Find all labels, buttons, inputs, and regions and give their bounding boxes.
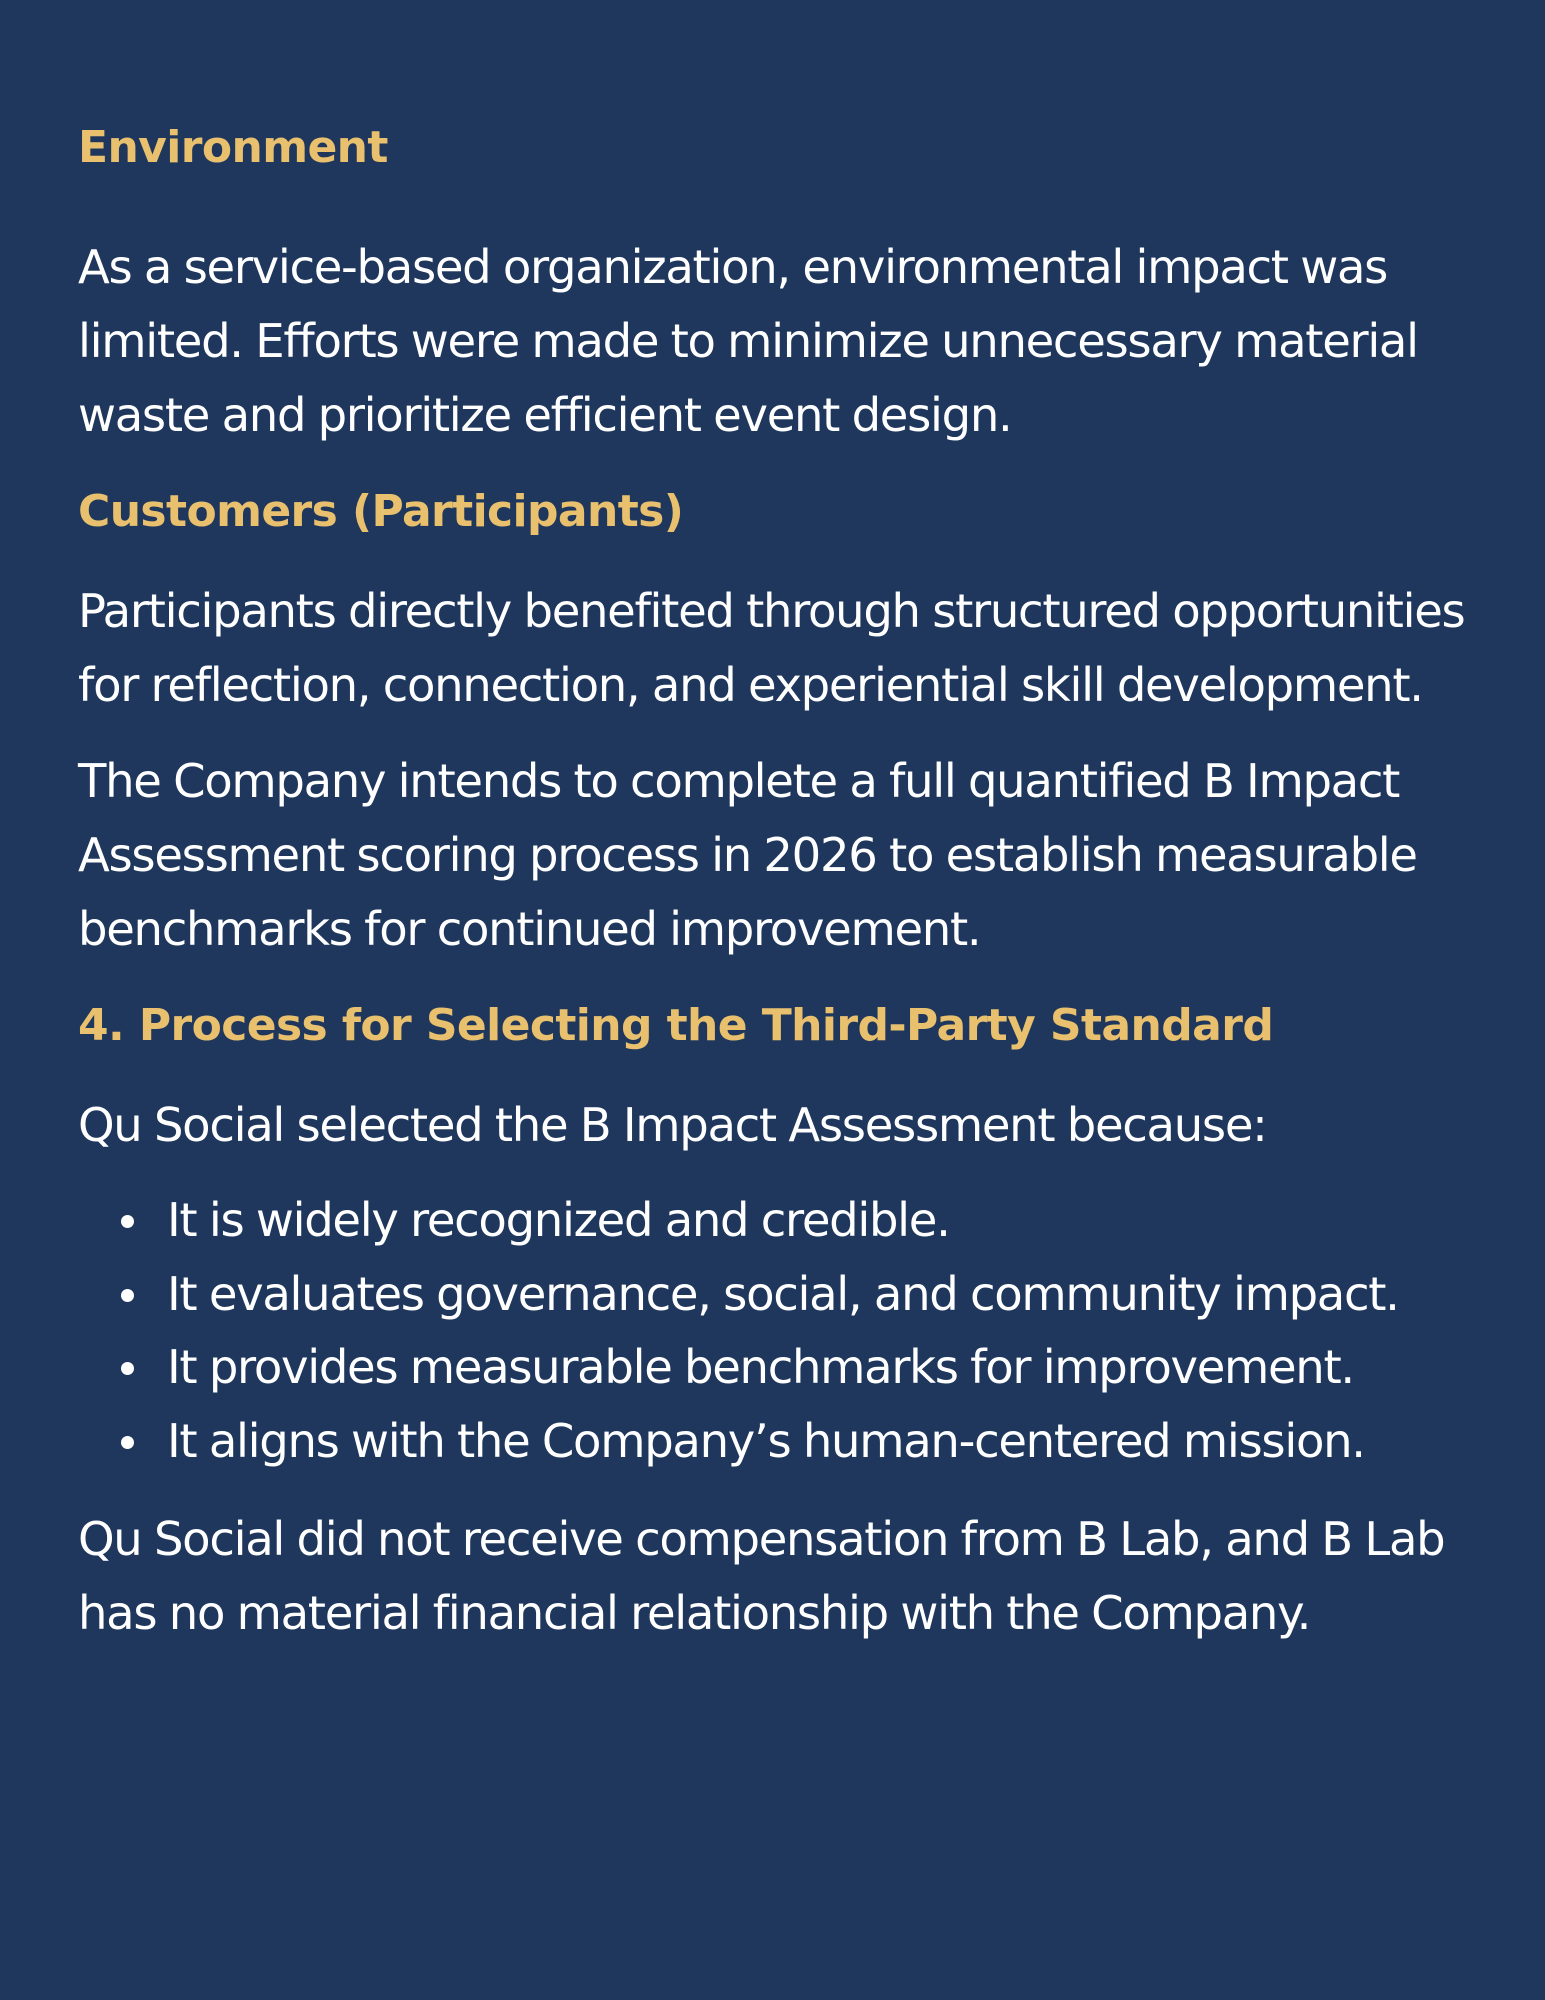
- selection-intro-paragraph: Qu Social selected the B Impact Assessment because:: [78, 1098, 1267, 1152]
- list-item: [167, 1258, 1475, 1332]
- customers-paragraph: Participants directly benefited through structured opportunities for reflection, connection, and experiential skill development.: [78, 584, 1465, 712]
- compensation-disclosure-paragraph: Qu Social did not receive compensation from B Lab, and B Lab has no material financial relationship with the Company.: [78, 1512, 1445, 1640]
- list-item-text: It provides measurable benchmarks for improvement.: [167, 1340, 1354, 1394]
- reasons-list: [78, 1184, 1475, 1478]
- list-item: [167, 1405, 1475, 1479]
- section-heading-customers: Customers (Participants): [78, 486, 684, 537]
- section-heading-environment: Environment: [78, 122, 388, 173]
- list-item-text: It evaluates governance, social, and community impact.: [167, 1266, 1399, 1321]
- bullet-icon: [121, 1289, 134, 1302]
- section-heading-process: 4. Process for Selecting the Third-Party Standard: [78, 1000, 1274, 1051]
- bullet-icon: [121, 1436, 134, 1449]
- list-item-text: It is widely recognized and credible.: [167, 1193, 950, 1247]
- environment-paragraph: As a service-based organization, environmental impact was limited. Efforts were made to minimize unnecessary material waste and prioritize efficient event design.: [78, 240, 1418, 442]
- bullet-icon: [121, 1362, 134, 1375]
- bullet-icon: [121, 1215, 134, 1228]
- list-item-text: It aligns with the Company’s human-centered mission.: [167, 1413, 1365, 1468]
- list-item: [167, 1331, 1475, 1405]
- assessment-plan-paragraph: The Company intends to complete a full quantified B Impact Assessment scoring process in 2026 to establish measurable benchmarks for continued improvement.: [78, 754, 1417, 956]
- list-item: [167, 1184, 1475, 1258]
